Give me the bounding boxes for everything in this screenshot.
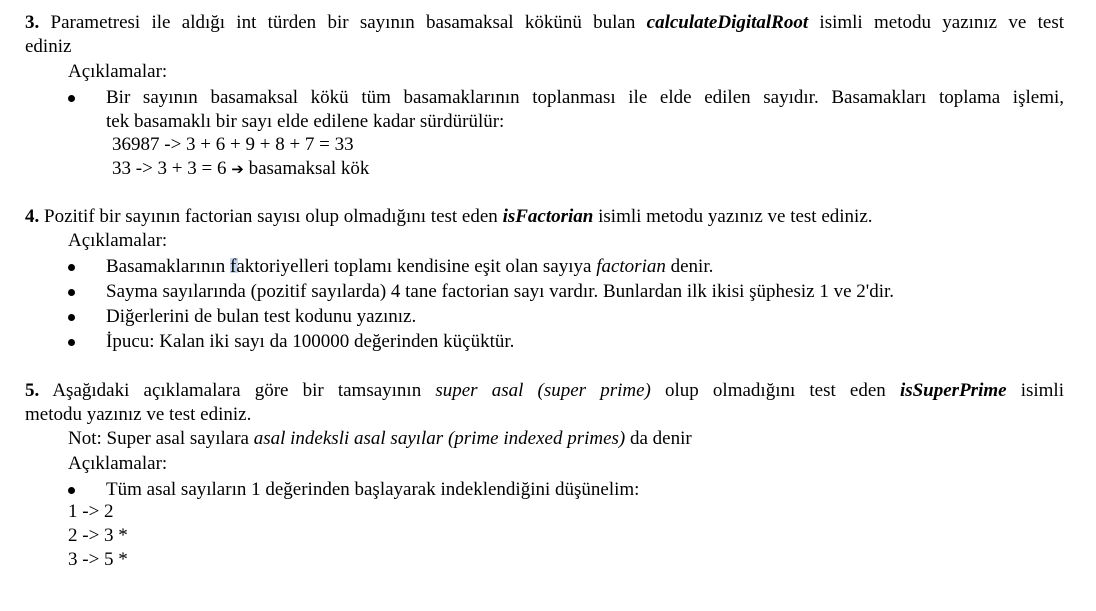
q4-bullet1-dot: [68, 264, 75, 271]
q4-description-label: Açıklamalar:: [68, 230, 168, 251]
q4-method-name: isFactorian: [502, 206, 594, 227]
list-item: 3 -> 5 *: [68, 549, 128, 570]
q3-bullet-line1: Bir sayının basamaksal kökü tüm basamaklarının toplanması ile elde edilen sayıdır. Basamakları toplama işlemi,: [106, 87, 1064, 108]
q3-description-label: Açıklamalar:: [68, 61, 168, 82]
q5-title: [25, 380, 1064, 402]
q5-description-label: Açıklamalar:: [68, 453, 168, 474]
q3-number: 3.: [25, 12, 40, 33]
q4-bullet4-dot: [68, 339, 75, 346]
q5-text-post: isimli: [1006, 380, 1064, 401]
q3-example2: [112, 158, 369, 180]
q3-example2-pre: 33 -> 3 + 3 = 6: [112, 158, 232, 179]
q3-bullet-line2: tek basamaklı bir sayı elde edilene kadar sürdürülür:: [106, 111, 505, 132]
q3-title-line2: ediniz: [25, 36, 72, 57]
q3-text-post: isimli metodu yazınız ve test: [808, 12, 1064, 33]
q5-method-name: isSuperPrime: [899, 380, 1007, 401]
q5-text-mid: olup olmadığını test eden: [650, 380, 900, 401]
q4-text-pre: Pozitif bir sayının factorian sayısı olup olmadığını test eden: [39, 206, 503, 227]
q5-bullet1: Tüm asal sayıların 1 değerinden başlayarak indeklendiğini düşünelim:: [106, 479, 640, 500]
q5-note-post: da denir: [625, 428, 692, 449]
q5-number: 5.: [25, 380, 40, 401]
q4-bullet1: [106, 256, 713, 278]
q4-bullet2: Sayma sayılarında (pozitif sayılarda) 4 tane factorian sayı vardır. Bunlardan ilk ikisi şüphesiz 1 ve 2'dir.: [106, 281, 895, 302]
q4-bullet1-term: factorian: [596, 256, 666, 277]
q4-bullet1-a: Basamaklarının: [106, 256, 230, 277]
q4-text-post: isimli metodu yazınız ve test ediniz.: [593, 206, 873, 227]
q4-bullet1-c: denir.: [665, 256, 714, 277]
q5-text-pre: Aşağıdaki açıklamalara göre bir tamsayının: [39, 380, 436, 401]
q3-method-name: calculateDigitalRoot: [646, 12, 809, 33]
q3-bullet-dot: [68, 95, 75, 102]
q4-bullet3-dot: [68, 314, 75, 321]
q3-title: [25, 12, 1064, 34]
list-item: 1 -> 2: [68, 501, 114, 522]
q3-text-pre: Parametresi ile aldığı int türden bir sayının basamaksal kökünü bulan: [39, 12, 647, 33]
q5-term: super asal (super prime): [435, 380, 651, 401]
list-item: 2 -> 3 *: [68, 525, 128, 546]
arrow-right-icon: ➔: [231, 160, 244, 178]
q4-bullet3: Diğerlerini de bulan test kodunu yazınız.: [106, 306, 417, 327]
q4-bullet4: İpucu: Kalan iki sayı da 100000 değerinden küçüktür.: [106, 331, 515, 352]
q5-title-line2: metodu yazınız ve test ediniz.: [25, 404, 252, 425]
q3-example2-post: basamaksal kök: [243, 158, 370, 179]
q4-bullet1-b: faktoriyelleri toplamı kendisine eşit olan sayıya: [230, 256, 597, 277]
q4-title: [25, 206, 873, 228]
q3-example1: 36987 -> 3 + 6 + 9 + 8 + 7 = 33: [112, 134, 354, 155]
q4-number: 4.: [25, 206, 40, 227]
q4-bullet2-dot: [68, 289, 75, 296]
q5-bullet1-dot: [68, 487, 75, 494]
q5-note-term: asal indeksli asal sayılar (prime indexed primes): [253, 428, 626, 449]
q5-note: [68, 428, 692, 450]
q5-note-pre: Not: Super asal sayılara: [68, 428, 254, 449]
